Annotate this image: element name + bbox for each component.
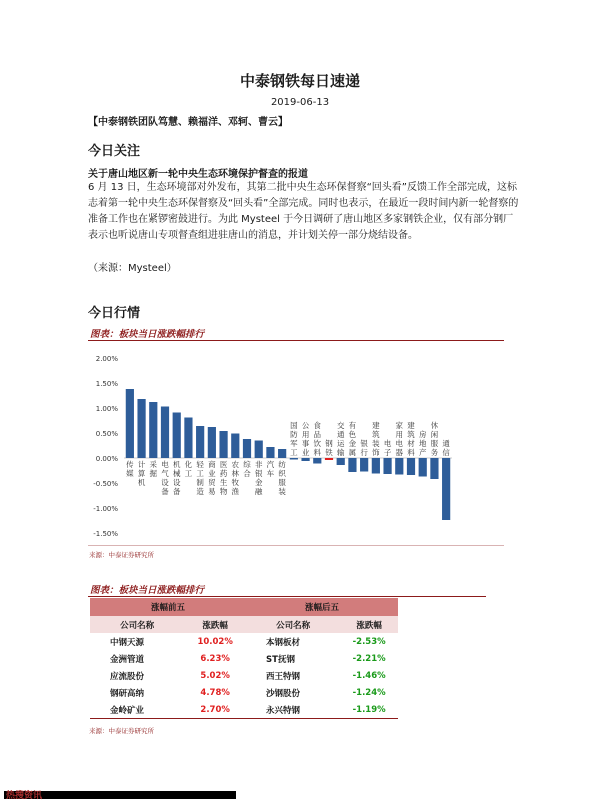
column-header-change: 涨跌幅: [184, 616, 246, 633]
bar: [243, 439, 251, 458]
table-row: [90, 667, 398, 684]
x-tick-label: 纺织服装: [278, 460, 286, 496]
top-stock-change: 4.78%: [200, 687, 230, 698]
bar: [337, 458, 345, 465]
bar: [196, 426, 204, 458]
x-tick-label: 计算机: [137, 460, 146, 487]
bar: [325, 458, 333, 460]
x-tick-label: 机械设备: [172, 460, 181, 496]
bottom-stock-name: ST抚钢: [266, 654, 295, 665]
bar: [301, 458, 309, 461]
bar: [407, 458, 415, 475]
bar: [395, 458, 403, 475]
x-tick-label: 传媒: [126, 460, 134, 478]
stock-ranking-table: [90, 598, 398, 719]
bar: [208, 427, 216, 458]
top-stock-name: 金岭矿业: [90, 701, 184, 719]
top-stock-change: 6.23%: [200, 653, 230, 664]
y-tick-label: 1.00%: [95, 405, 118, 413]
x-tick-label: 化工: [184, 460, 193, 478]
bottom-stock-name: 西王特钢: [266, 671, 301, 682]
bottom-stock-change: -2.53%: [352, 636, 386, 647]
x-tick-label: 电子: [383, 439, 392, 457]
bar: [137, 399, 145, 458]
x-tick-label: 医药生物: [219, 460, 228, 496]
y-tick-label: -0.50%: [93, 480, 118, 488]
x-tick-label: 休闲服务: [430, 421, 439, 457]
bottom-stock-name: 沙钢股份: [266, 688, 301, 699]
market-section-title: 今日行情: [88, 306, 141, 321]
bar: [231, 434, 239, 459]
bar: [360, 458, 368, 472]
top-five-header: 涨幅前五: [90, 598, 246, 616]
bar: [161, 407, 169, 459]
bar: [383, 458, 391, 474]
x-tick-label: 交通运输: [336, 421, 345, 457]
table-caption: 图表：板块当日涨跌幅排行: [90, 585, 205, 596]
document-date: 2019-06-13: [270, 97, 330, 108]
chart-caption: 图表：板块当日涨跌幅排行: [90, 329, 205, 340]
top-stock-name: 金洲管道: [110, 654, 145, 665]
document-title: 中泰钢铁每日速递: [239, 72, 360, 90]
y-tick-label: 1.50%: [95, 380, 118, 388]
bar: [442, 458, 450, 520]
x-tick-label: 银行: [360, 439, 368, 457]
bottom-stock-change: -1.19%: [340, 701, 398, 719]
footer-watermark: 热搜资讯: [6, 791, 43, 801]
x-tick-label: 建筑装饰: [372, 421, 380, 457]
x-tick-label: 综合: [243, 460, 251, 478]
y-tick-label: 0.50%: [95, 430, 118, 438]
bottom-stock-change: -2.21%: [352, 653, 386, 664]
table-caption-rule: [88, 596, 486, 597]
bar: [419, 458, 427, 477]
chart-caption-rule: [88, 340, 504, 341]
table-source-note: 来源：中泰证券研究所: [89, 727, 154, 735]
y-tick-label: 2.00%: [95, 355, 118, 363]
news-body: 6 月 13 日，生态环境部对外发布，其第二批中央生态环保督察“回头看”反馈工作全部完成，这标志着第一轮中央生态环保督察及“回头看”全部完成。同时也表示，在最近一段时间内新一轮督察的准备工作也在紧锣密鼓进行。为此 Mysteel 于今日调研了唐山地区多家钢铁企业，仅有部分钢厂表示也听说唐山专项督查组进驻唐山的消息，并计划关停一部分烧结设备。: [88, 182, 519, 241]
x-tick-label: 商业贸易: [208, 460, 216, 496]
bar: [173, 413, 181, 459]
x-tick-label: 食品饮料: [313, 421, 322, 457]
column-header-change: 涨跌幅: [340, 616, 398, 633]
x-tick-label: 家用电器: [395, 421, 404, 457]
chart-source-note: 来源：中泰证券研究所: [89, 551, 154, 559]
news-headline: 关于唐山地区新一轮中央生态环境保护督查的报道: [88, 169, 308, 180]
x-tick-label: 公用事业: [301, 421, 310, 457]
y-tick-label: 0.00%: [95, 455, 118, 463]
top-stock-name: 中钢天源: [110, 637, 145, 648]
y-tick-label: -1.00%: [93, 505, 118, 513]
bottom-stock-name: 永兴特钢: [246, 701, 340, 719]
x-tick-label: 汽车: [266, 460, 275, 478]
bar: [278, 449, 286, 458]
x-tick-label: 有色金属: [348, 421, 357, 457]
bottom-five-header: 涨幅后五: [246, 598, 398, 616]
sector-change-bar-chart: [80, 346, 460, 541]
news-source: （来源：Mysteel）: [88, 263, 177, 274]
x-tick-label: 电气设备: [161, 460, 169, 496]
x-tick-label: 国防军工: [290, 421, 298, 457]
bottom-stock-name: 本钢板材: [266, 637, 301, 648]
top-stock-change: 2.70%: [184, 701, 246, 719]
x-tick-label: 农林牧渔: [231, 460, 240, 496]
top-stock-name: 应流股份: [110, 671, 145, 682]
table-row: [90, 650, 398, 667]
column-header-name: 公司名称: [90, 616, 184, 633]
column-header-name: 公司名称: [246, 616, 340, 633]
x-tick-label: 轻工制造: [196, 460, 204, 496]
bar: [255, 441, 263, 459]
bottom-stock-change: -1.24%: [352, 687, 386, 698]
x-tick-label: 建筑材料: [407, 421, 415, 457]
bar: [348, 458, 356, 472]
x-tick-label: 非银金融: [254, 460, 263, 496]
bar: [149, 402, 157, 458]
bar: [126, 389, 134, 458]
x-tick-label: 钢铁: [325, 439, 333, 457]
team-authors: 【中泰钢铁团队笃慧、赖福洋、邓轲、曹云】: [88, 117, 288, 128]
top-stock-change: 5.02%: [200, 670, 230, 681]
bar: [266, 447, 274, 458]
x-tick-label: 采掘: [149, 460, 158, 478]
chart-bottom-rule: [88, 545, 504, 546]
bar: [219, 431, 227, 458]
bar: [372, 458, 380, 474]
bottom-stock-change: -1.46%: [352, 670, 386, 681]
x-tick-label: 通信: [442, 439, 450, 457]
bar: [313, 458, 321, 464]
table-row: [90, 684, 398, 701]
table-row: [90, 701, 398, 719]
focus-section-title: 今日关注: [88, 144, 141, 159]
top-stock-name: 钢研高纳: [110, 688, 145, 699]
bar: [290, 458, 298, 460]
table-row: [90, 633, 398, 650]
x-tick-label: 房地产: [418, 430, 427, 457]
y-tick-label: -1.50%: [93, 530, 118, 538]
top-stock-change: 10.02%: [197, 636, 233, 647]
bar: [430, 458, 438, 479]
bar: [184, 418, 192, 459]
